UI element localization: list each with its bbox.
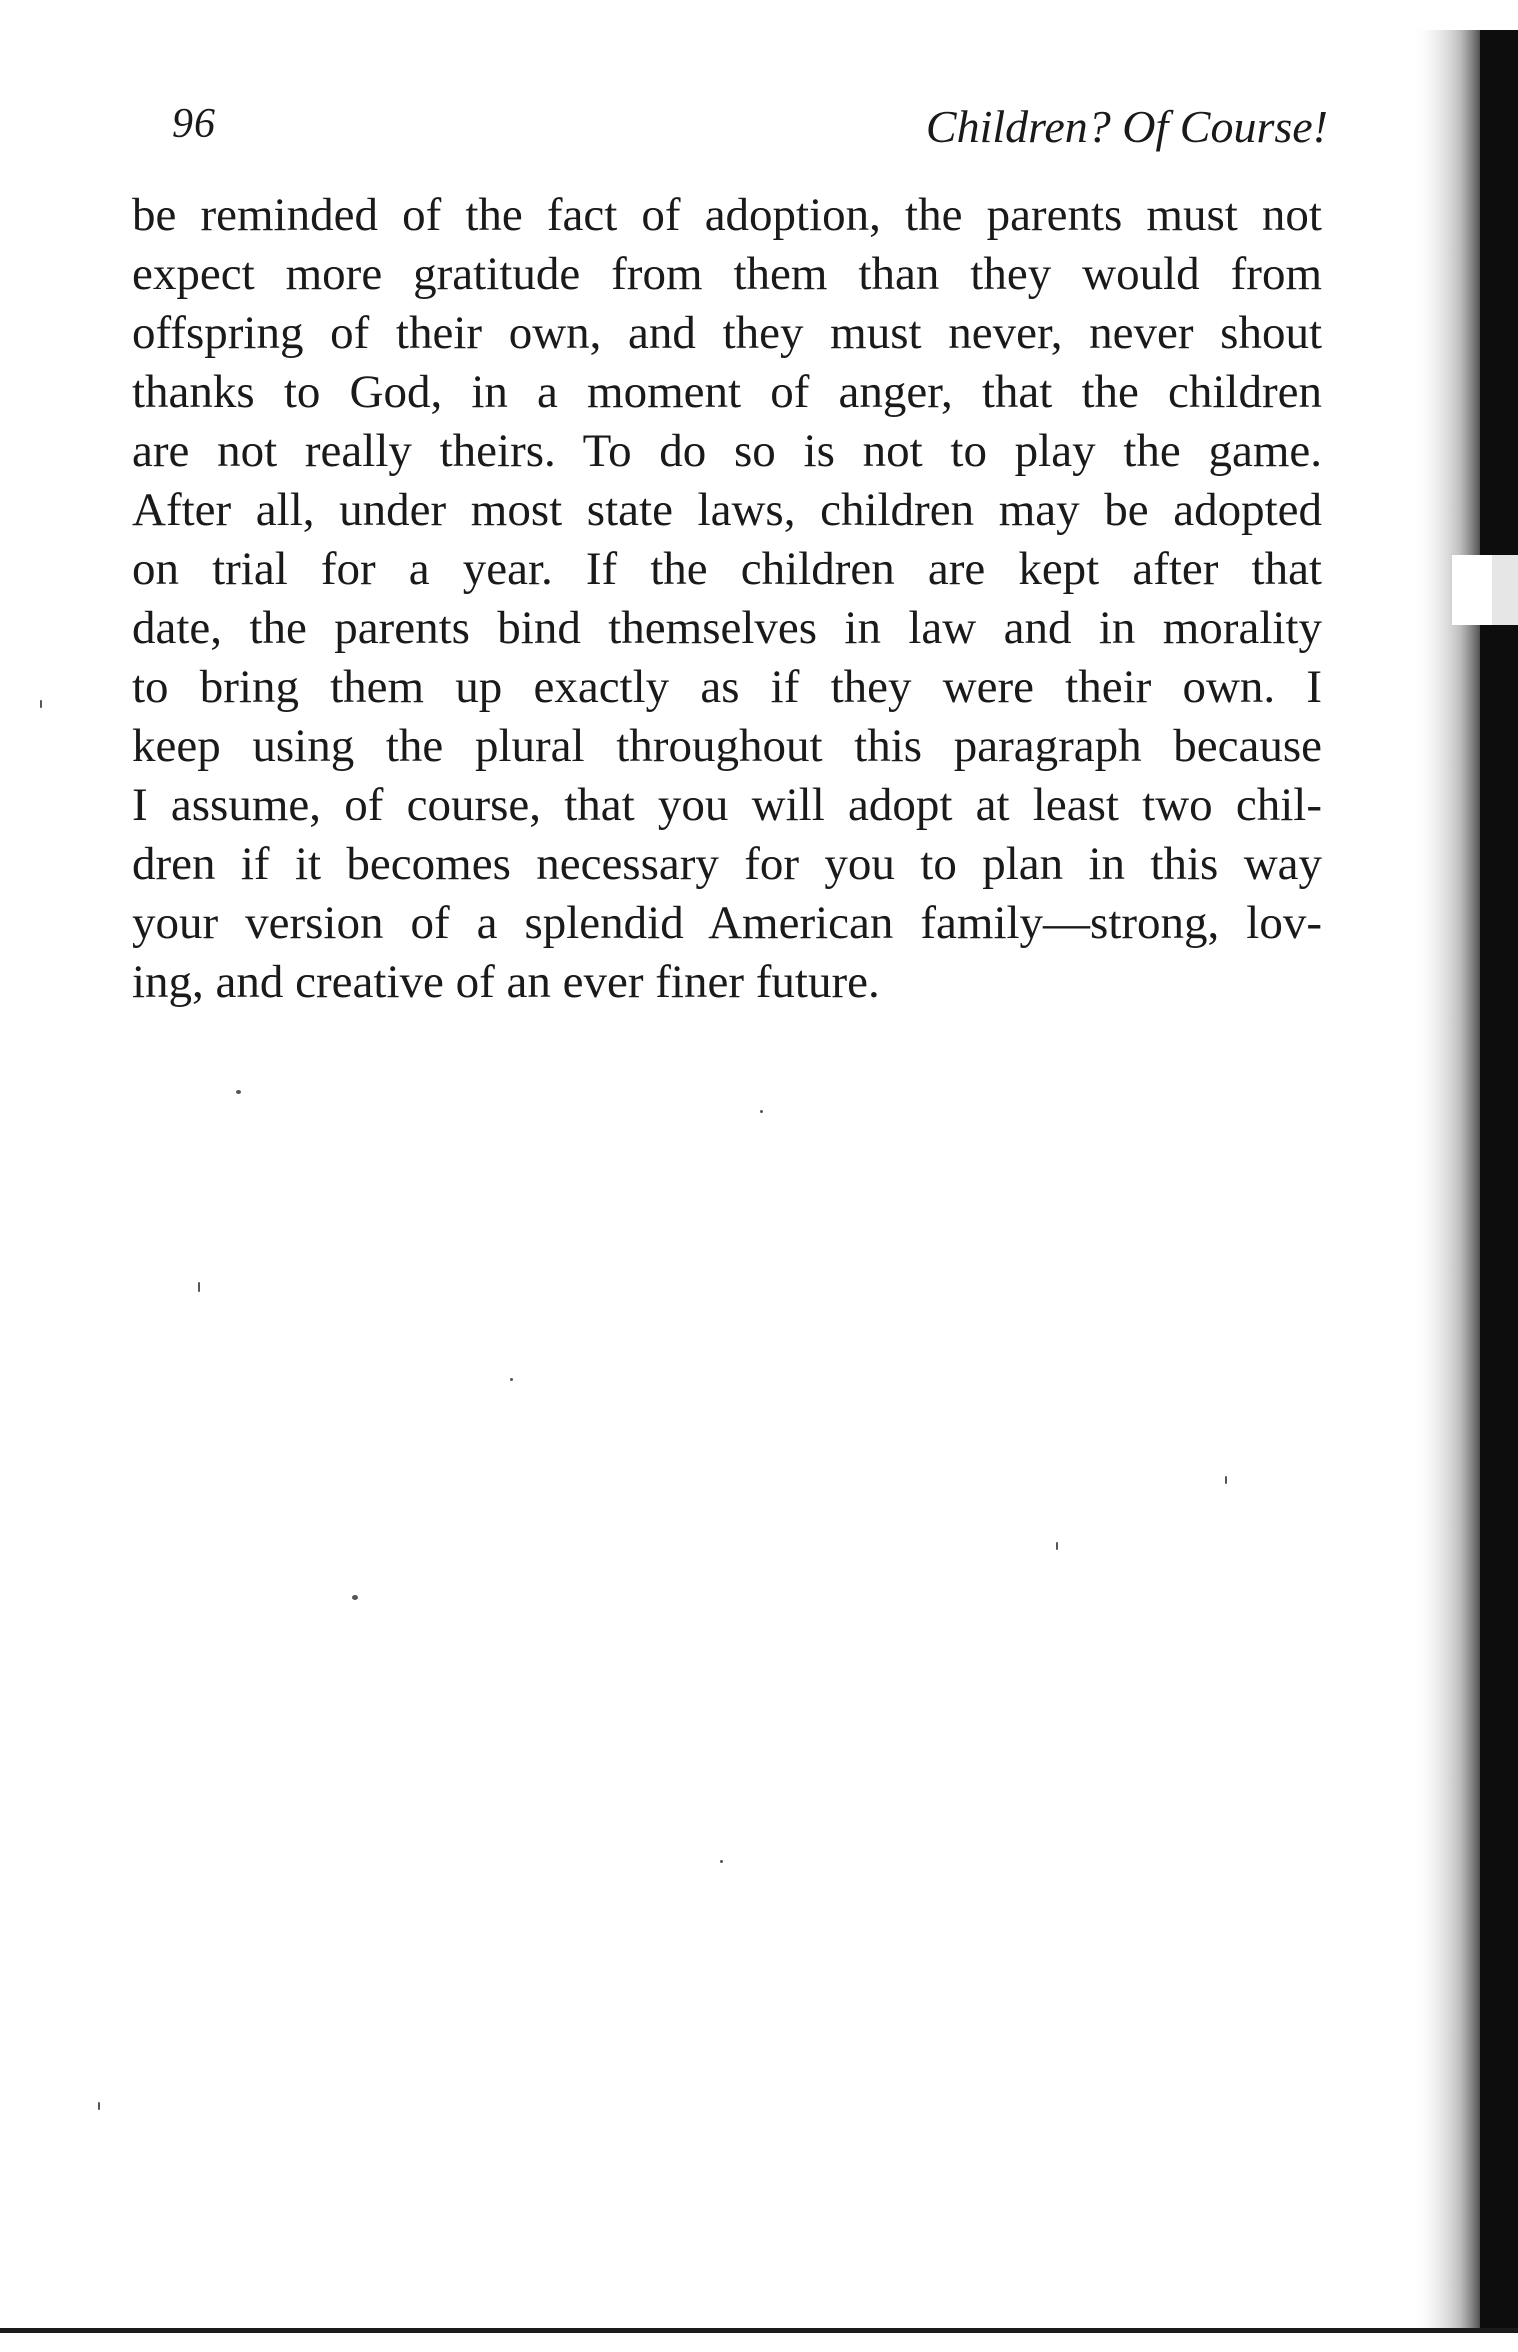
text-line: expect more gratitude from them than they would from bbox=[132, 248, 1322, 300]
text-line: offspring of their own, and they must never, never shout bbox=[132, 307, 1322, 359]
text-line: on trial for a year. If the children are kept after that bbox=[132, 543, 1322, 595]
body-paragraph bbox=[132, 186, 1322, 1012]
text-line: After all, under most state laws, children may be adopted bbox=[132, 484, 1322, 536]
scan-speck bbox=[760, 1110, 763, 1113]
text-line: your version of a splendid American family—strong, lov- bbox=[132, 897, 1322, 949]
bottom-rule bbox=[0, 2328, 1518, 2333]
text-line: I assume, of course, that you will adopt at least two chil- bbox=[132, 779, 1322, 831]
scan-speck bbox=[40, 700, 42, 708]
scan-speck bbox=[510, 1378, 513, 1381]
text-line: keep using the plural throughout this paragraph because bbox=[132, 720, 1322, 772]
text-line: ing, and creative of an ever finer future. bbox=[132, 956, 880, 1008]
binding-shadow bbox=[1392, 0, 1518, 2352]
text-line: are not really theirs. To do so is not to play the game. bbox=[132, 425, 1322, 477]
scan-speck bbox=[1225, 1476, 1227, 1484]
scan-speck bbox=[198, 1282, 200, 1292]
scan-speck bbox=[1056, 1542, 1058, 1550]
running-head bbox=[168, 100, 1328, 160]
text-line: dren if it becomes necessary for you to plan in this way bbox=[132, 838, 1322, 890]
scan-speck bbox=[236, 1090, 241, 1094]
text-line: thanks to God, in a moment of anger, that the children bbox=[132, 366, 1322, 418]
text-line: be reminded of the fact of adoption, the parents must not bbox=[132, 189, 1322, 241]
chapter-title: Children? Of Course! bbox=[925, 101, 1328, 152]
text-line: date, the parents bind themselves in law and in morality bbox=[132, 602, 1322, 654]
text-line: to bring them up exactly as if they were their own. I bbox=[132, 661, 1322, 713]
scan-speck bbox=[352, 1595, 358, 1600]
scan-speck bbox=[98, 2102, 100, 2110]
page-number: 96 bbox=[172, 101, 216, 147]
scan-speck bbox=[720, 1860, 723, 1863]
